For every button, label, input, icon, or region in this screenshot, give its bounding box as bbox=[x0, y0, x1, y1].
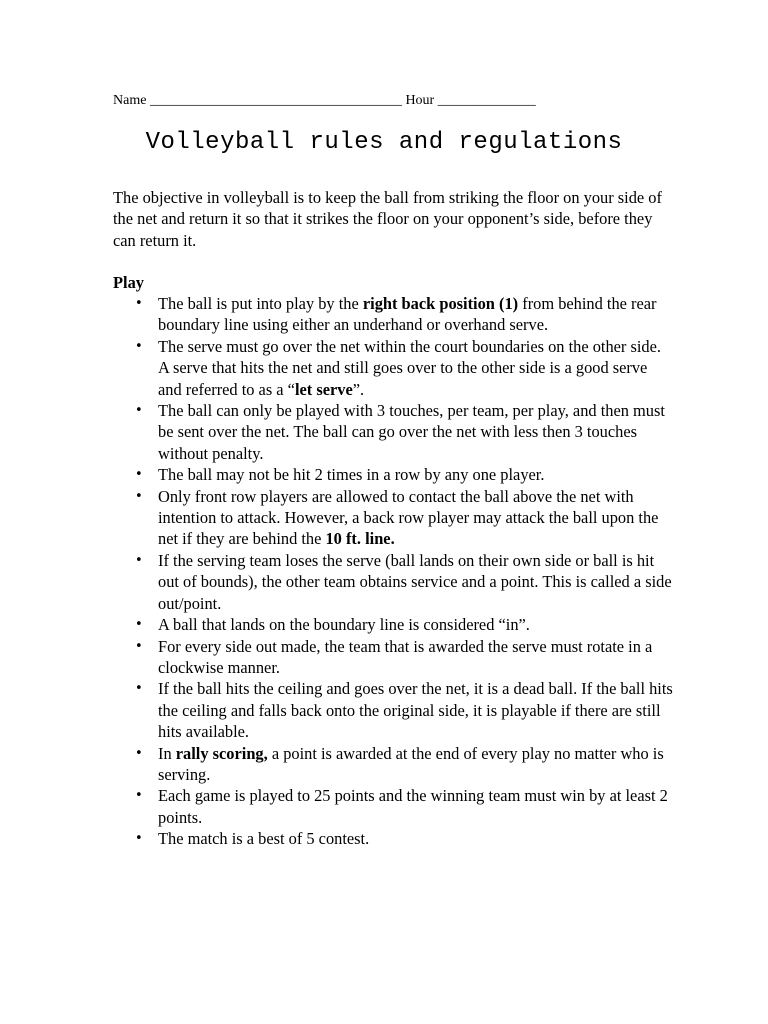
bullet-icon: • bbox=[135, 617, 143, 633]
rule-text: ”. bbox=[352, 379, 365, 399]
play-heading: Play bbox=[113, 273, 144, 292]
rule-text: from behind the rear boundary line using either an underhand or overhand serve. bbox=[158, 294, 657, 335]
rule-text: A ball that lands on the boundary line is considered “in”. bbox=[158, 615, 530, 635]
rule-text: If the serving team loses the serve (ball lands on their own side or ball is hit out of bounds), the other team obtains service and a point. This is called a side out/point. bbox=[158, 550, 672, 613]
rule-text: For every side out made, the team that is awarded the serve must rotate in a clockwise manner. bbox=[158, 636, 653, 677]
rule-item bbox=[113, 486, 673, 550]
bullet-icon: • bbox=[135, 638, 143, 654]
rule-text: The serve must go over the net within the court boundaries on the other side. A serve that hits the net and still goes over to the other side is a good serve and referred to as a “ bbox=[158, 336, 661, 399]
rule-bold-text: 10 ft. line. bbox=[325, 529, 395, 549]
rule-text: The ball can only be played with 3 touches, per team, per play, and then must be sent over the net. The ball can go over the net with less then 3 touches without penalty. bbox=[158, 401, 665, 463]
bullet-icon: • bbox=[135, 831, 143, 847]
name-hour-line bbox=[113, 92, 536, 110]
rule-text: The ball may not be hit 2 times in a row by any one player. bbox=[158, 465, 545, 485]
bullet-icon: • bbox=[135, 745, 143, 761]
rule-text: The ball is put into play by the bbox=[158, 294, 363, 313]
rule-bold-text: rally scoring, bbox=[175, 743, 268, 763]
rule-text: a point is awarded at the end of every play no matter who is serving. bbox=[158, 743, 664, 784]
rule-text: The match is a best of 5 contest. bbox=[158, 829, 370, 849]
intro-paragraph: The objective in volleyball is to keep the ball from striking the floor on your side of the net and return it so that it strikes the floor on your opponent’s side, before they can return it. bbox=[113, 188, 662, 250]
bullet-icon: • bbox=[135, 338, 143, 354]
rule-text: If the ball hits the ceiling and goes over the net, it is a dead ball. If the ball hits the ceiling and falls back onto the original side, it is playable if there are still hits available. bbox=[158, 679, 673, 742]
rule-bold-text: let serve bbox=[294, 379, 353, 399]
rule-text: Each game is played to 25 points and the winning team must win by at least 2 points. bbox=[158, 786, 668, 827]
rule-item bbox=[113, 336, 673, 400]
rule-item bbox=[113, 464, 673, 485]
rule-item bbox=[113, 743, 673, 786]
rule-item bbox=[113, 614, 673, 635]
hour-blank: ______________ bbox=[437, 93, 536, 108]
hour-label: Hour bbox=[405, 93, 435, 108]
bullet-icon: • bbox=[135, 681, 143, 697]
name-blank: ____________________________________ bbox=[149, 93, 402, 108]
rule-item bbox=[113, 400, 673, 464]
rule-item bbox=[113, 550, 673, 614]
bullet-icon: • bbox=[135, 488, 143, 504]
bullet-icon: • bbox=[135, 403, 143, 419]
bullet-icon: • bbox=[135, 296, 143, 311]
rule-item bbox=[113, 785, 673, 828]
bullet-icon: • bbox=[135, 552, 143, 568]
bullet-icon: • bbox=[135, 788, 143, 804]
play-rules-list bbox=[113, 293, 673, 850]
rule-item bbox=[113, 828, 673, 849]
page-title: Volleyball rules and regulations bbox=[145, 129, 623, 156]
rule-item bbox=[113, 678, 673, 742]
name-label: Name bbox=[113, 93, 147, 108]
rule-item bbox=[113, 636, 673, 679]
rule-text: Only front row players are allowed to contact the ball above the net with intention to attack. However, a back row player may attack the ball upon the net if they are behind the bbox=[158, 486, 659, 549]
bullet-icon: • bbox=[135, 467, 143, 483]
rule-item bbox=[113, 293, 673, 336]
rule-text: In bbox=[158, 743, 176, 763]
rule-bold-text: right back position (1) bbox=[362, 294, 519, 313]
